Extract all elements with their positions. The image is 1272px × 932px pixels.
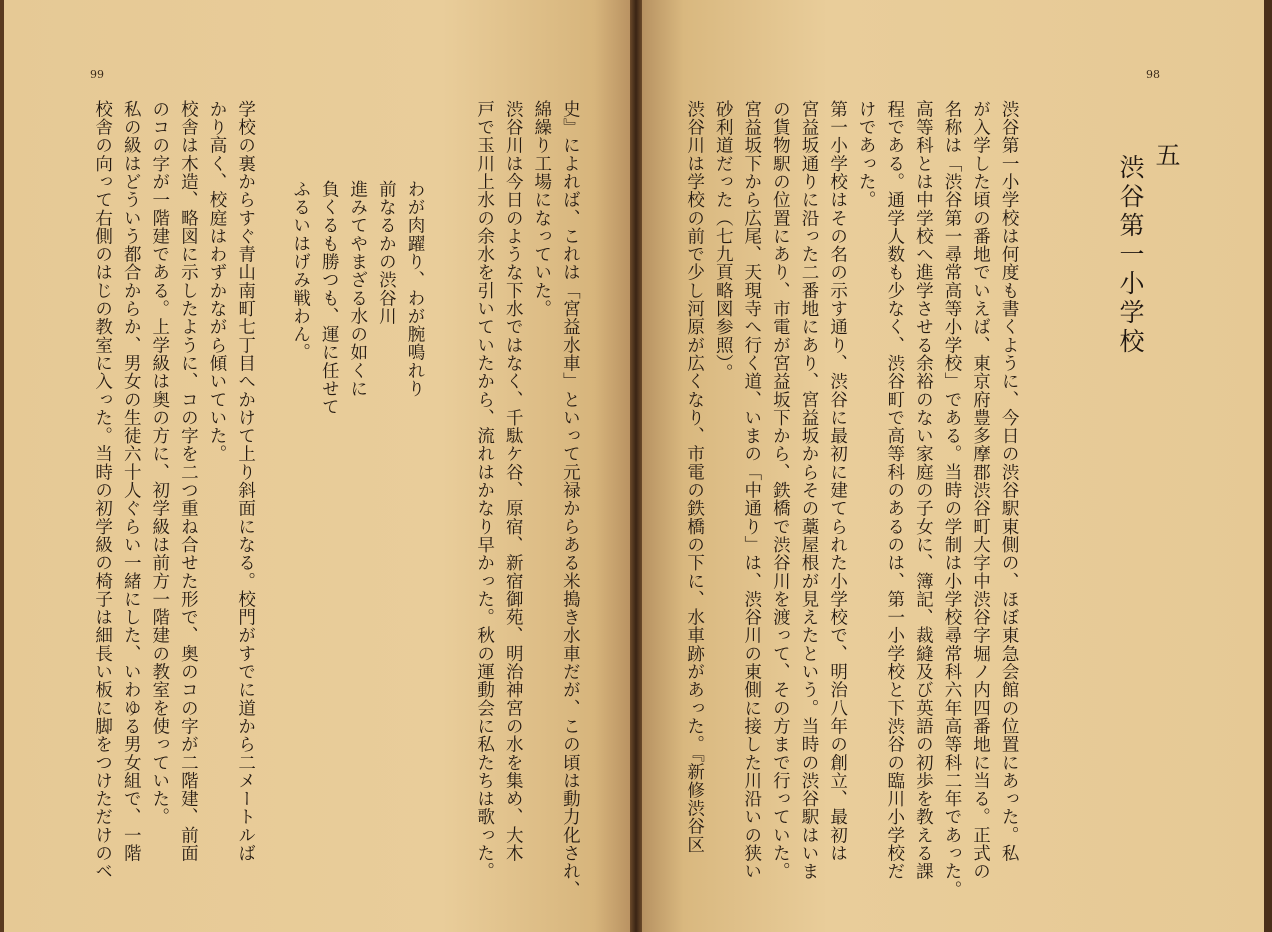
body-line: の貨物駅の位置にあり、市電が宮益坂下から、鉄橋で渋谷川を渡って、その方まで行っていた。 xyxy=(770,100,791,881)
poem-line: 進みてやまざる水の如くに xyxy=(347,180,368,398)
page-edge-right xyxy=(1264,0,1272,932)
page-number-left: 99 xyxy=(90,68,104,81)
chapter-heading xyxy=(1112,142,1184,357)
body-line: 綿繰り工場になっていた。 xyxy=(531,100,552,318)
page-number-right: 98 xyxy=(1146,68,1160,81)
chapter-number: 五 xyxy=(1152,142,1181,171)
body-line: 渋谷川は今日のような下水ではなく、千駄ケ谷、原宿、新宿御苑、明治神宮の水を集め、大木 xyxy=(503,100,524,863)
body-line: 渋谷川は学校の前で少し河原が広くなり、市電の鉄橋の下に、水車跡があった。『新修渋谷区 xyxy=(684,100,705,854)
page-edge-left xyxy=(0,0,4,932)
chapter-title: 渋谷第一小学校 xyxy=(1116,154,1145,357)
body-line: けであった。 xyxy=(856,100,877,209)
body-line: 学校の裏からすぐ青山南町七丁目へかけて上り斜面になる。校門がすでに道から二メートルば xyxy=(235,100,256,863)
body-line: 校舎の向って右側のはじの教室に入った。当時の初学級の椅子は細長い板に脚をつけただけのベ xyxy=(92,100,113,881)
body-line: 史』によれば、これは「宮益水車」といって元禄からある米搗き水車だが、この頃は動力化され、 xyxy=(560,100,581,899)
body-line: が入学した頃の番地でいえば、東京府豊多摩郡渋谷町大字中渋谷字堀ノ内四番地に当る。正式の xyxy=(970,100,991,881)
left-page-body xyxy=(88,100,260,880)
body-line: 戸で玉川上水の余水を引いていたから、流れはかなり早かった。秋の運動会に私たちは歌った。 xyxy=(474,100,495,881)
right-page-body xyxy=(680,100,1023,899)
poem-line: 負くるも勝つも、運に任せて xyxy=(319,180,340,416)
body-line: 宮益坂通りに沿った二番地にあり、宮益坂からその藁屋根が見えたという。当時の渋谷駅はいま xyxy=(798,100,819,881)
body-line: 程である。通学人数も少なく、渋谷町で高等科のあるのは、第一小学校と下渋谷の臨川小学校だ xyxy=(884,100,905,881)
body-line: 高等科とは中学校へ進学させる余裕のない家庭の子女に、簿記、裁縫及び英語の初歩を教える課 xyxy=(913,100,934,881)
left-page-top-prose xyxy=(470,100,584,899)
body-line: 宮益坂下から広尾、天現寺へ行く道、いまの「中通り」は、渋谷川の東側に接した川沿いの狭い xyxy=(741,100,762,881)
body-line: 私の級はどういう都合からか、男女の生徒六十人ぐらい一緒にした、いわゆる男女組で、一階 xyxy=(121,100,142,863)
poem-line: 前なるかの渋谷川 xyxy=(376,180,397,326)
body-line: 砂利道だった（七九頁略図参照）。 xyxy=(713,100,734,382)
body-line: のコの字が一階建である。上学級は奥の方に、初学級は前方一階建の教室を使っていた。 xyxy=(149,100,170,826)
body-line: 校舎は木造、略図に示したように、コの字を二つ重ね合せた形で、奥のコの字が二階建、前面 xyxy=(178,100,199,863)
poem xyxy=(286,180,429,416)
body-line: かり高く、校庭はわずかながら傾いていた。 xyxy=(206,100,227,463)
body-line: 名称は「渋谷第一尋常高等小学校」である。当時の学制は小学校尋常科六年高等科二年であった。 xyxy=(941,100,962,899)
body-line: 渋谷第一小学校は何度も書くように、今日の渋谷駅東側の、ほぼ東急会館の位置にあった。私 xyxy=(999,100,1020,863)
book-gutter xyxy=(630,0,642,932)
poem-line: わが肉躍り、わが腕鳴れり xyxy=(404,180,425,398)
body-line: 第一小学校はその名の示す通り、渋谷に最初に建てられた小学校で、明治八年の創立、最初は xyxy=(827,100,848,863)
poem-line: ふるいはげみ戦わん。 xyxy=(290,180,311,362)
